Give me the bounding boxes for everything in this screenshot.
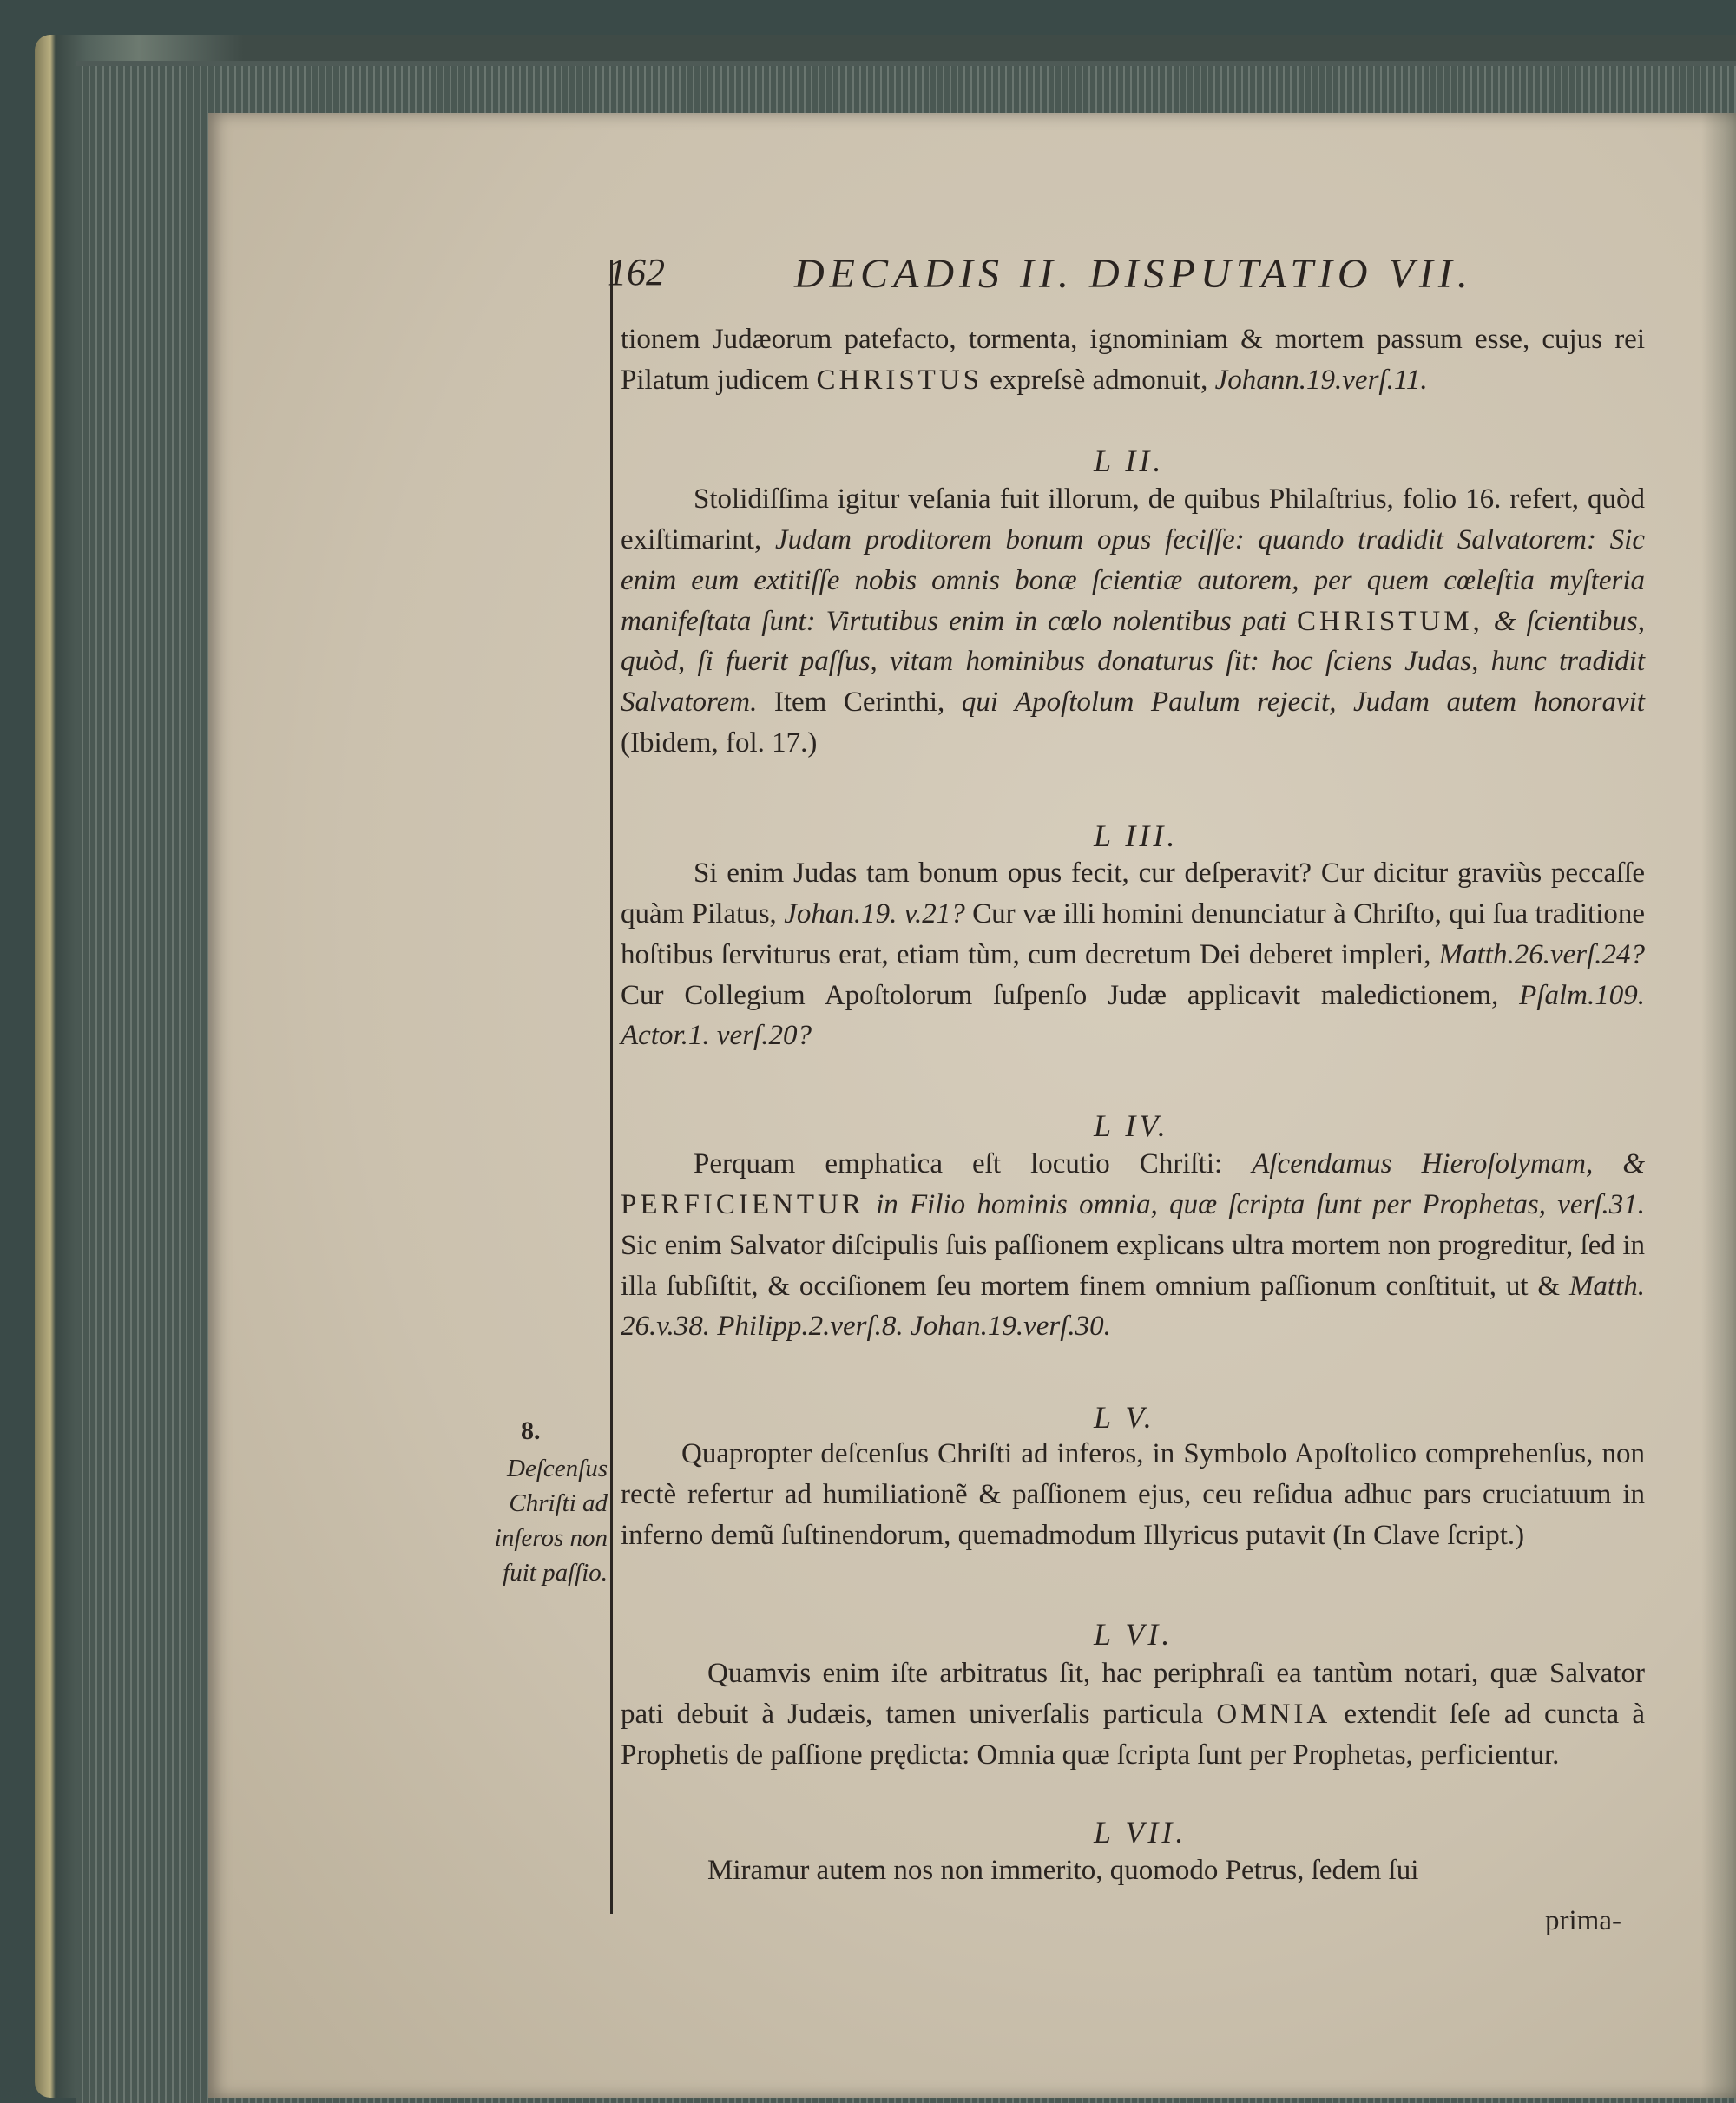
catchword: prima- (1545, 1905, 1621, 1936)
text-span: Quamvis enim iſte arbitratus ſit, hac periphraſi ea tantùm notari, quæ Salvator pati debuit à Judæis, tamen univerſalis particula (621, 1658, 1645, 1730)
bible-reference: Matth.26.verſ.24? (1438, 938, 1646, 970)
paragraph-57 (621, 1850, 1645, 1891)
word-omnia: OMNIA (1216, 1698, 1332, 1730)
text-span: (Ibidem, fol. 17.) (621, 727, 818, 759)
margin-rule (610, 260, 613, 1914)
name-christum: CHRISTUM, (1297, 605, 1483, 637)
page-number: 162 (608, 251, 665, 293)
word-perficientur: PERFICIENTUR (621, 1188, 865, 1220)
name-christus: CHRISTUS (816, 364, 983, 396)
margin-number: 8. (521, 1416, 541, 1445)
text-span: Perquam emphatica eſt locutio Chriſti: (694, 1148, 1223, 1180)
bible-reference: Pſalm.109. Actor.1. verſ.20? (621, 979, 1645, 1052)
section-number-55: L V. (1094, 1400, 1155, 1435)
text-span: Sic enim Salvator diſcipulis ſuis paſſionem explicans ultra mortem non progreditur, ſed in illa ſubſiſtit, & occiſionem ſeu mortem finem omnium paſſionum conſtituit, ut & (621, 1229, 1645, 1302)
section-number-54: L IV. (1094, 1108, 1169, 1143)
page-header (608, 250, 1632, 311)
paragraph-51-end (621, 319, 1645, 401)
paragraph-52 (621, 479, 1645, 764)
text-span: Stolidiſſima igitur veſania fuit illorum, de quibus Philaſtrius, folio 16. refert, quòd exiſtimarint, (621, 483, 1645, 555)
text-span: tionem Judæorum patefacto, tormenta, ignominiam & mortem passum esse, cujus rei Pilatum judicem (621, 324, 1645, 396)
section-number-53: L III. (1094, 818, 1179, 853)
bible-reference: Johann.19.verſ.11. (1214, 364, 1428, 396)
quotation: qui Apoſtolum Paulum rejecit, Judam autem honoravit (961, 687, 1645, 719)
quotation: Aſcendamus Hieroſolymam, & (1252, 1148, 1645, 1180)
paragraph-54 (621, 1144, 1645, 1347)
quotation: in Filio hominis omnia, quæ ſcripta ſunt per Prophetas, verſ.31. (876, 1188, 1646, 1220)
quotation: & ſcientibus, quòd, ſi fuerit paſſus, vitam hominibus donaturus ſit: hoc ſciens Judas, hunc tradidit Salvatorem. (621, 605, 1646, 719)
text-span: Cur væ illi homini denunciatur à Chriſto, qui ſua traditione hoſtibus ſerviturus erat, etiam tùm, cum decretum Dei deberet impleri, (621, 897, 1645, 970)
text-span: extendit ſeſe ad cuncta à Prophetis de paſſione prędicta: Omnia quæ ſcripta ſunt per Prophetas, perficientur. (621, 1698, 1645, 1771)
quotation: Judam proditorem bonum opus feciſſe: quando tradidit Salvatorem: Sic enim eum extitiſſe nobis omnis bonæ ſcientiæ autorem, per quem cœleſtia myſteria manifeſtata ſunt: Virtutibus enim in cœlo nolentibus pati (621, 523, 1645, 637)
section-number-52: L II. (1094, 444, 1165, 478)
margin-note: Deſcenſus Chriſti ad inferos non fuit paſſio. (494, 1455, 608, 1587)
paragraph-56 (621, 1653, 1645, 1776)
paragraph-55 (621, 1434, 1645, 1556)
paragraph-53 (621, 853, 1645, 1056)
text-span: Quapropter deſcenſus Chriſti ad inferos, in Symbolo Apoſtolico comprehenſus, non rectè refertur ad humiliationẽ & paſſionem ejus, ceu reſidua adhuc pars cruciatuum in inferno demũ ſuſtinendorum, quemadmodum Illyricus putavit (In Clave ſcript.) (621, 1438, 1645, 1551)
text-span: Miramur autem nos non immerito, quomodo Petrus, ſedem ſui (707, 1855, 1419, 1886)
text-span: expreſsè admonuit, (990, 364, 1208, 396)
book-page (208, 113, 1736, 2098)
bible-reference: Johan.19. v.21? (784, 897, 965, 930)
text-span: Item Cerinthi, (773, 687, 945, 719)
section-number-57: L VII. (1094, 1815, 1187, 1850)
section-number-56: L VI. (1094, 1617, 1174, 1652)
running-head: DECADIS II. DISPUTATIO VII. (794, 251, 1473, 297)
text-span: Cur Collegium Apoſtolorum ſuſpenſo Judæ applicavit maledictionem, (621, 979, 1499, 1011)
text-span: Si enim Judas tam bonum opus fecit, cur deſperavit? Cur dicitur graviùs peccaſſe quàm Pilatus, (621, 858, 1645, 930)
bible-reference: Matth. 26.v.38. Philipp.2.verſ.8. Johan.19.verſ.30. (621, 1270, 1646, 1343)
